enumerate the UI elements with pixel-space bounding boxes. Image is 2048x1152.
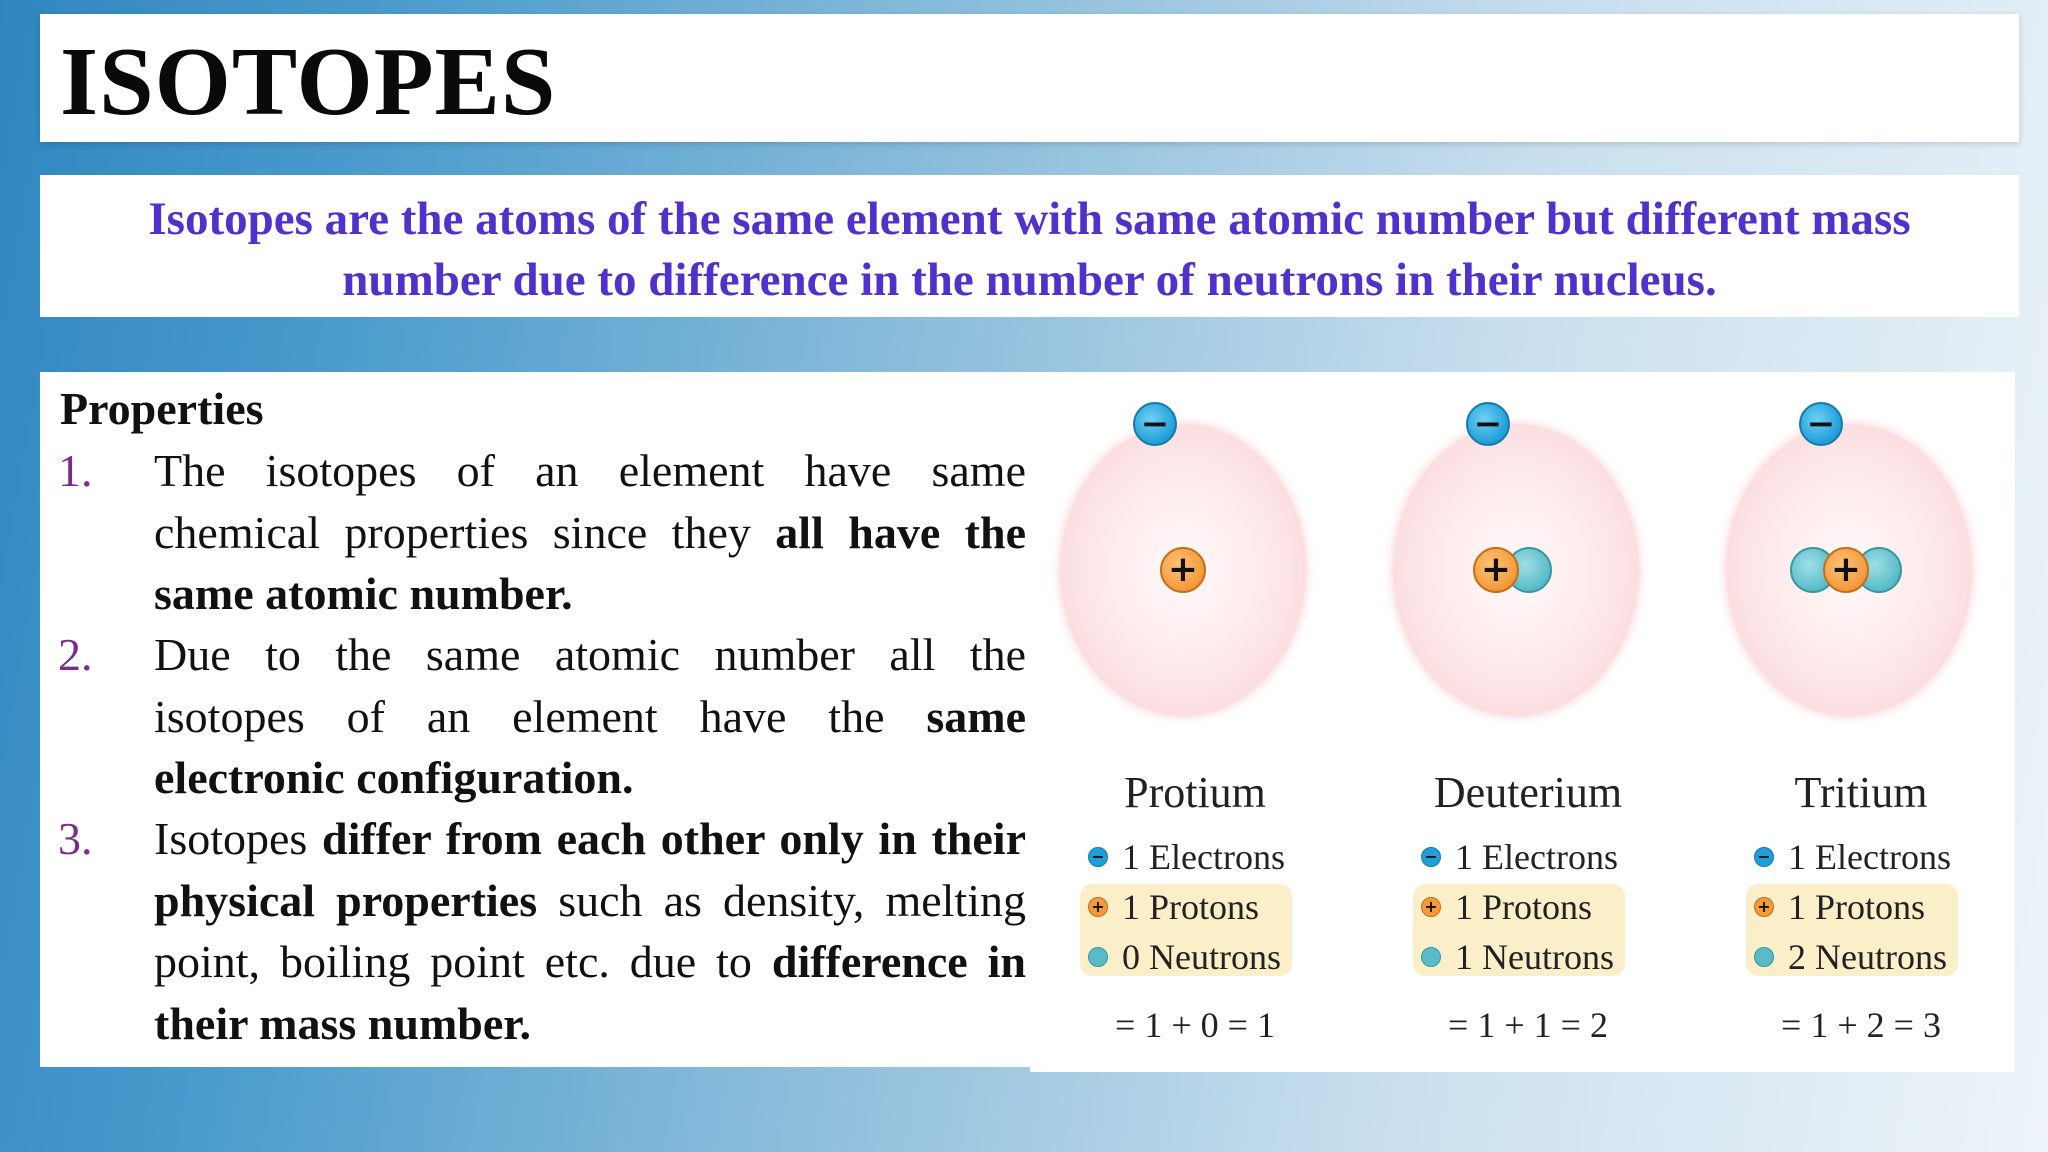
proton-icon: + — [1160, 547, 1206, 593]
proton-icon: + — [1754, 897, 1774, 917]
isotope-name: Deuterium — [1433, 768, 1623, 817]
electron-icon: − — [1088, 847, 1108, 867]
particle-legend — [1413, 832, 1653, 982]
legend-neutrons — [1746, 932, 1986, 982]
neutron-count: 2 Neutrons — [1788, 937, 1947, 977]
neutron-icon — [1088, 947, 1108, 967]
property-text-bold: differ from each other only in their physical properties — [154, 813, 1026, 926]
property-number: 3. — [58, 813, 93, 864]
property-text — [154, 624, 1026, 809]
neutron-count: 0 Neutrons — [1122, 937, 1281, 977]
mass-equation: = 1 + 0 = 1 — [1115, 1005, 1275, 1045]
electron-icon: − — [1133, 402, 1177, 446]
electron-count: 1 Electrons — [1122, 837, 1285, 877]
property-text-bold: all have the same atomic number. — [154, 506, 1026, 619]
legend-protons — [1080, 882, 1320, 932]
proton-icon: + — [1823, 547, 1869, 593]
properties-heading: Properties — [60, 383, 264, 434]
proton-count: 1 Protons — [1788, 887, 1926, 927]
isotope-protium — [1030, 372, 1360, 1072]
legend-protons — [1746, 882, 1986, 932]
mass-equation: = 1 + 2 = 3 — [1781, 1005, 1941, 1045]
proton-count: 1 Protons — [1455, 887, 1593, 927]
particle-legend — [1080, 832, 1320, 982]
neutron-count: 1 Neutrons — [1455, 937, 1614, 977]
isotope-name: Tritium — [1794, 768, 1928, 817]
neutron-icon — [1421, 947, 1441, 967]
property-text-bold: difference in their mass number. — [154, 936, 1026, 1049]
definition-text: Isotopes are the atoms of the same element with same atomic number but different mass number due to difference in the number of neutrons in their nucleus. — [148, 193, 1911, 306]
particle-legend — [1746, 832, 1986, 982]
property-text — [154, 440, 1026, 625]
legend-electrons — [1413, 832, 1653, 882]
legend-protons — [1413, 882, 1653, 932]
electron-count: 1 Electrons — [1788, 837, 1951, 877]
electron-icon: − — [1466, 402, 1510, 446]
isotope-name: Protium — [1124, 768, 1266, 817]
property-text-part: Due to the same atomic number all the isotopes of an element have the — [154, 629, 1026, 742]
proton-icon: + — [1088, 897, 1108, 917]
mass-equation: = 1 + 1 = 2 — [1448, 1005, 1608, 1045]
isotope-tritium — [1696, 372, 2026, 1072]
property-text-part: The isotopes of an element have same chemical properties since they — [154, 445, 1026, 558]
electron-icon: − — [1799, 402, 1843, 446]
page-title: ISOTOPES — [60, 28, 557, 136]
proton-icon: + — [1473, 547, 1519, 593]
proton-count: 1 Protons — [1122, 887, 1260, 927]
proton-icon: + — [1421, 897, 1441, 917]
legend-electrons — [1080, 832, 1320, 882]
property-text-bold: same electronic configuration. — [154, 690, 1026, 803]
properties-panel — [40, 372, 1030, 1067]
electron-icon: − — [1421, 847, 1441, 867]
property-text-part: Isotopes — [154, 813, 323, 864]
isotope-deuterium — [1363, 372, 1693, 1072]
property-text — [154, 808, 1026, 1054]
neutron-icon — [1754, 947, 1774, 967]
definition-banner — [40, 175, 2019, 317]
legend-neutrons — [1080, 932, 1320, 982]
electron-icon: − — [1754, 847, 1774, 867]
property-text-part: such as density, melting point, boiling point etc. due to — [154, 874, 1026, 987]
electron-count: 1 Electrons — [1455, 837, 1618, 877]
property-number: 1. — [58, 445, 93, 496]
legend-neutrons — [1413, 932, 1653, 982]
title-banner — [40, 14, 2019, 142]
legend-electrons — [1746, 832, 1986, 882]
isotope-diagram — [1030, 372, 2015, 1072]
property-number: 2. — [58, 629, 93, 680]
